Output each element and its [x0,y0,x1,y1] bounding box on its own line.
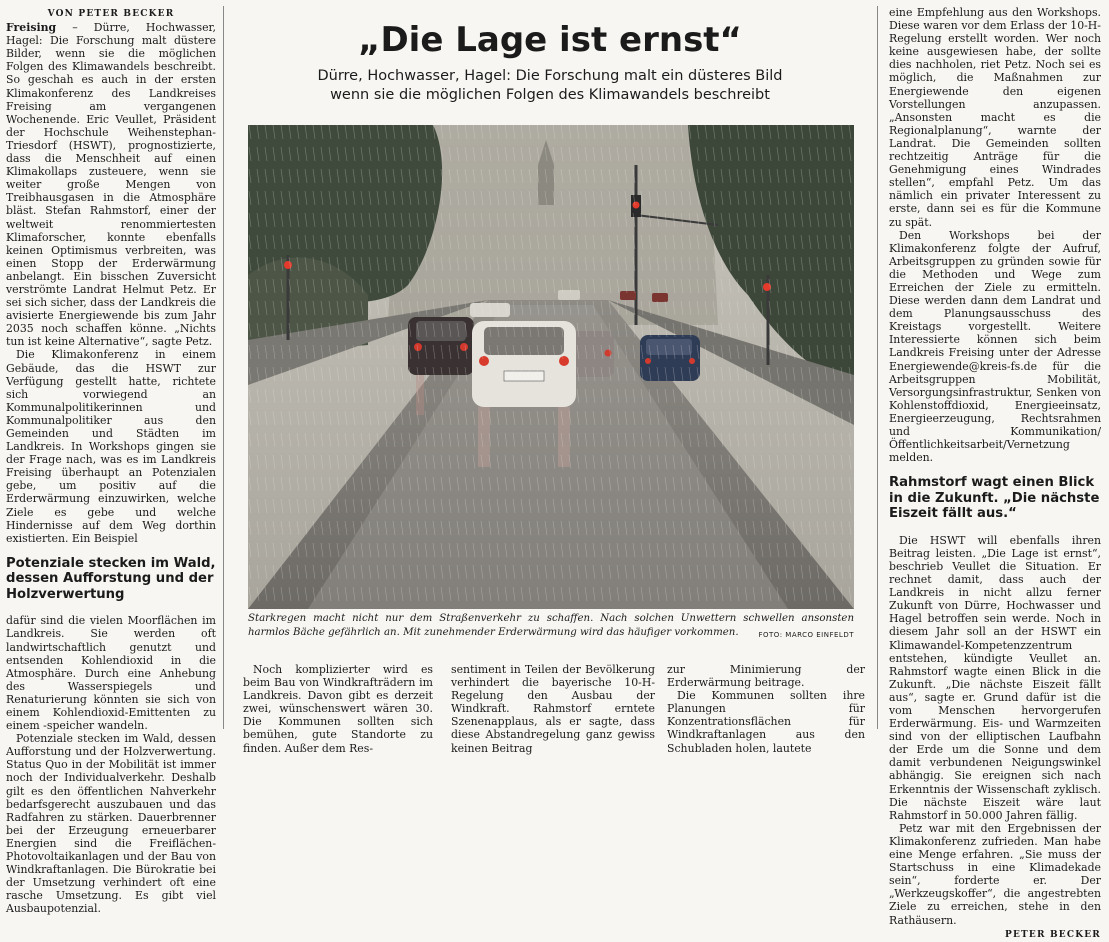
bottom-column-3 [667,663,865,755]
body-paragraph: Die Kommunen sollten ihre Planungen für Konzentrationsflächen für Windkraftanlagen aus den Schubladen holen, lautete [667,689,865,755]
body-paragraph: Den Workshops bei der Klimakonferenz folgte der Aufruf, Arbeitsgruppen zu gründen sowie für die Methoden und Wege zum Erreichen der Ziele zu ermitteln. Diese werden dann dem Landrat und dem Planungsausschuss des Kreistags vorgestellt. Weitere Interessierte können sich beim Landkreis Freising unter der Adresse Energiewende@kreis-fs.de für die Arbeitsgruppen Mobilität, Versorgungsinfrastruktur, Senken von Kohlenstoffdioxid, Energieeinsatz, Energieerzeugung, Rechtsrahmen und Kommunikation/Öffentlichkeitsarbeit/Vernetzung melden. [889,228,1101,465]
bottom-column-2 [451,663,655,755]
caption-text: Starkregen macht nicht nur dem Straßenverkehr zu schaffen. Nach solchen Unwettern schwellen ansonsten harmlos Bäche gefährlich an. Mit zunehmender Erderwärmung wird das häufiger vorkommen. [248,613,854,638]
body-paragraph: Noch komplizierter wird es beim Bau von Windkrafträdern im Landkreis. Davon gibt es derzeit zwei, wünschenswert wären 30. Die Kommunen sollten sich bemühen, gute Standorte zu finden. Außer dem Res- [243,663,433,755]
deck-line: wenn sie die möglichen Folgen des Klimawandels beschreibt [330,87,770,103]
body-paragraph: zur Minimierung der Erderwärmung beitrage. [667,663,865,690]
photo-credit: FOTO: MARCO EINFELDT [758,630,854,639]
column-divider [223,6,224,729]
right-column [889,6,1101,942]
deck [250,67,850,105]
headline: „Die Lage ist ernst“ [358,20,742,60]
left-column [6,8,216,916]
body-paragraph: Potenziale stecken im Wald, dessen Aufforstung und der Holzverwertung. Status Quo in der Mobilität ist immer noch der Individualverkehr. Deshalb gilt es den öffentlichen Nahverkehr bedarfsgerecht auszubauen und das Radfahren zu stärken. Dauerbrenner bei der Erzeugung erneuerbarer Energien sind die Freiflächen-Photovoltaikanlagen und der Bau von Windkraftanlagen. Die Bürokratie bei der Umsetzung verhindert oft eine rasche Umsetzung. Es gibt viel Ausbaupotenzial. [6,732,216,916]
author-signature: PETER BECKER [1005,929,1101,940]
body-paragraph: Die Klimakonferenz in einem Gebäude, das die HSWT zur Verfügung gestellt hatte, richtete sich vorwiegend an Kommunalpolitikerinnen und Kommunalpolitiker aus den Gemeinden und Städten im Landkreis. In Workshops gingen sie der Frage nach, was es im Landkreis Freising überhaupt an Potenzialen gebe, um positiv auf die Erderwärmung einzuwirken, welche Ziele es gebe und welche Hindernisse auf dem Weg dorthin existierten. Ein Beispiel [6,348,216,545]
body-paragraph: dafür sind die vielen Moorflächen im Landkreis. Sie werden oft landwirtschaftlich genutzt und entsenden Kohlendioxid in die Atmosphäre. Durch eine Anhebung des Wasserspiegels und Renaturierung könnten sie sich von einem Kohlendioxid-Emittenten zu einem -speicher wandeln. [6,614,216,733]
photo-rainy-road [248,125,854,609]
intro-paragraph [6,21,216,348]
body-paragraph: Die HSWT will ebenfalls ihren Beitrag leisten. „Die Lage ist ernst“, beschrieb Veullet die Situation. Er rechnet damit, dass auch der Landkreis in nicht allzu ferner Zukunft von Dürre, Hochwasser und Hagel betroffen sein werde. Noch in diesem Jahr soll an der HSWT ein Klimawandel-Kompetenzzentrum entstehen, kündigte Veullet an. Rahmstorf wagte einen Blick in die Zukunft. „Die nächste Eiszeit fällt aus“, sagte er. Grund dafür ist die vom Menschen hervorgerufen Erderwärmung. Eis- und Warmzeiten sind von der elliptischen Laufbahn der Erde um die Sonne und dem damit verbundenen Neigungswinkel abhängig. Sie ereignen sich nach Erkenntnis der Wissenschaft zyklisch. Die nächste Eiszeit wäre laut Rahmstorf in 50.000 Jahren fällig. [889,533,1101,822]
body-paragraph: Petz war mit den Ergebnissen der Klimakonferenz zufrieden. Man habe eine Menge erfahren. „Sie muss der Startschuss in eine Klimadekade sein“, forderte er. Der „Werkzeugskoffer“, die angestrebten Ziele zu erreichen, stehe in den Rathäusern. [889,821,1101,927]
author-byline: VON PETER BECKER [47,9,175,19]
body-paragraph: eine Empfehlung aus den Workshops. Diese waren vor dem Erlass der 10-H-Regelung erstellt worden. Wer noch keine ausgewiesen habe, der sollte dies nachholen, riet Petz. Noch sei es möglich, die Maßnahmen zur Energiewende den eigenen Vorstellungen anzupassen. „Ansonsten macht es die Regionalplanung“, warnte der Landrat. Die Gemeinden sollten rechtzeitig Anträge für die Genehmigung eines Windrades stellen“, empfahl Petz. Um das nämlich ein privater Interessent zu erste, dann sei es für die Kommune zu spät. [889,6,1101,229]
photo-caption [248,612,854,642]
subheading-left: Potenziale stecken im Wald, dessen Aufforstung und der Holzverwertung [6,555,216,602]
intro-text: – Dürre, Hochwasser, Hagel: Die Forschung malt düstere Bilder, wenn sie die möglichen Folgen des Klimawandels beschreibt. So geschah es auch in der ersten Klimakonferenz des Landkreises Freising am vergangenen Wochenende. Eric Veullet, Präsident der Hochschule Weihenstephan-Triesdorf (HSWT), prognostizierte, dass die Menschheit auf einen Klimakollaps zusteuere, wenn sie weiter große Mengen von Treibhausgasen in die Atmosphäre bläst. Stefan Rahmstorf, einer der weltweit renommiertesten Klimaforscher, konnte ebenfalls keinen Optimismus verbreiten, was einen Stopp der Erderwärmung anbelangt. Ein bisschen Zuversicht verströmte Landrat Helmut Petz. Er sei sich sicher, dass der Landkreis die avisierte Energiewende bis zum Jahr 2035 noch schaffen könne. „Nichts tun ist keine Alternative“, sagte Petz. [6,21,216,349]
deck-line: Dürre, Hochwasser, Hagel: Die Forschung malt ein düsteres Bild [317,68,783,84]
column-divider [877,6,878,729]
body-paragraph: sentiment in Teilen der Bevölkerung verhindert die bayerische 10-H-Regelung den Ausbau der Windkraft. Rahmstorf erntete Szenenapplaus, als er sagte, dass diese Abstandregelung ganz gewiss keinen Beitrag [451,663,655,755]
subheading-right: Rahmstorf wagt einen Blick in die Zukunft. „Die nächste Eiszeit fällt aus.“ [889,475,1100,522]
dateline: Freising [6,21,57,35]
bottom-column-1 [243,663,433,755]
